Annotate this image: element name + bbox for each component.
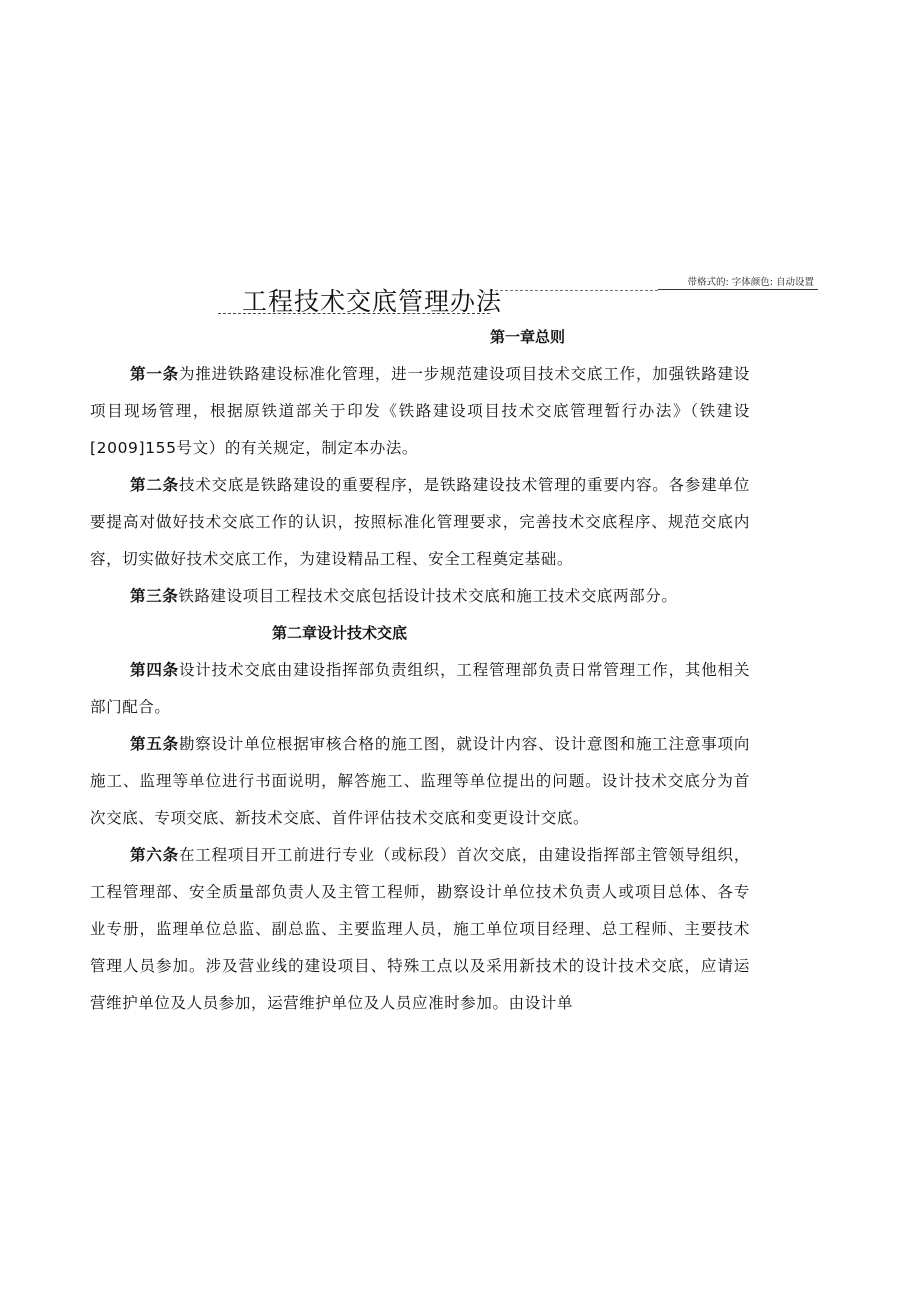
- article-text: 铁路建设项目工程技术交底包括设计技术交底和施工技术交底两部分。: [178, 587, 678, 605]
- article-paragraph: [90, 837, 750, 1022]
- article-label: 第四条: [130, 661, 179, 679]
- chapter-heading-1: 第一章总则: [490, 328, 566, 346]
- article-label: 第五条: [130, 735, 179, 753]
- article-text: 设计技术交底由建设指挥部负责组织，工程管理部负责日常管理工作，其他相关部门配合。: [90, 661, 750, 716]
- article-text: 勘察设计单位根据审核合格的施工图，就设计内容、设计意图和施工注意事项向施工、监理等单位进行书面说明，解答施工、监理等单位提出的问题。设计技术交底分为首次交底、专项交底、新技术交底、首件评估技术交底和变更设计交底。: [90, 735, 750, 827]
- article-label: 第三条: [130, 587, 179, 605]
- title-underline: [218, 313, 490, 314]
- article-label: 第一条: [130, 365, 179, 383]
- article-paragraph: [90, 652, 750, 726]
- revision-comment[interactable]: 带格式的: 字体颜色: 自动设置: [658, 275, 818, 290]
- article-text: 在工程项目开工前进行专业（或标段）首次交底，由建设指挥部主管领导组织，工程管理部、安全质量部负责人及主管工程师，勘察设计单位技术负责人或项目总体、各专业专册，监理单位总监、副总监、主要监理人员，施工单位项目经理、总工程师、主要技术管理人员参加。涉及营业线的建设项目、特殊工点以及采用新技术的设计技术交底，应请运营维护单位及人员参加，运营维护单位及人员应准时参加。由设计单: [90, 846, 750, 1012]
- article-paragraph: [90, 356, 750, 467]
- document-title: 工程技术交底管理办法: [242, 287, 503, 316]
- article-label: 第二条: [130, 476, 179, 494]
- article-label: 第六条: [130, 846, 179, 864]
- revision-connector-line: [490, 290, 658, 291]
- article-paragraph: [90, 467, 750, 578]
- article-text: 为推进铁路建设标准化管理，进一步规范建设项目技术交底工作，加强铁路建设项目现场管理，根据原铁道部关于印发《铁路建设项目技术交底管理暂行办法》（铁建设[2009]155号文）的有关规定，制定本办法。: [90, 365, 750, 457]
- chapter-heading-2: 第二章设计技术交底: [272, 624, 408, 642]
- article-text: 技术交底是铁路建设的重要程序，是铁路建设技术管理的重要内容。各参建单位要提高对做好技术交底工作的认识，按照标准化管理要求，完善技术交底程序、规范交底内容，切实做好技术交底工作，为建设精品工程、安全工程奠定基础。: [90, 476, 750, 568]
- article-paragraph: [90, 578, 750, 615]
- article-paragraph: [90, 726, 750, 837]
